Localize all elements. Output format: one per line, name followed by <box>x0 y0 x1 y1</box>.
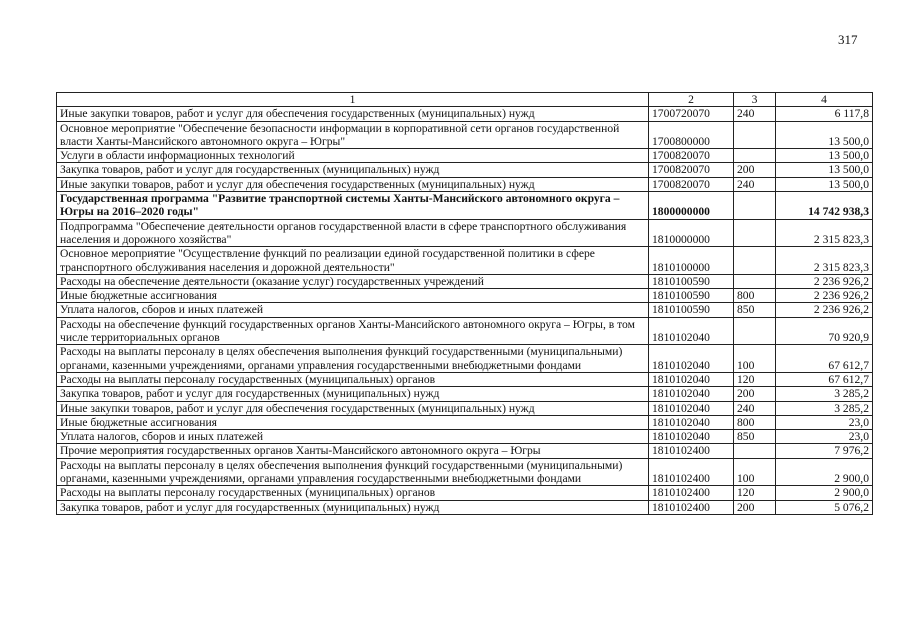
row-code-cell: 1810102040 <box>649 372 734 386</box>
row-code-cell: 1810100590 <box>649 303 734 317</box>
row-name-cell: Прочие мероприятия государственных органов Ханты-Мансийского автономного округа – Югры <box>57 444 649 458</box>
row-type-cell: 100 <box>734 345 776 373</box>
table-row <box>57 289 873 303</box>
table-row <box>57 500 873 514</box>
row-name-cell: Иные закупки товаров, работ и услуг для обеспечения государственных (муниципальных) нужд <box>57 401 649 415</box>
row-code-cell: 1810102040 <box>649 345 734 373</box>
table-row <box>57 486 873 500</box>
row-type-cell: 240 <box>734 177 776 191</box>
row-code-cell: 1810100590 <box>649 274 734 288</box>
row-amount-cell: 67 612,7 <box>776 372 873 386</box>
header-col-3: 3 <box>734 93 776 107</box>
page-number: 317 <box>838 32 858 47</box>
row-type-cell: 200 <box>734 500 776 514</box>
row-type-cell <box>734 121 776 149</box>
row-type-cell: 850 <box>734 303 776 317</box>
row-type-cell: 240 <box>734 401 776 415</box>
row-name-cell: Государственная программа "Развитие транспортной системы Ханты-Мансийского автономного округа – Югры на 2016–2020 годы" <box>57 192 649 220</box>
row-type-cell: 120 <box>734 486 776 500</box>
row-name-cell: Расходы на выплаты персоналу в целях обеспечения выполнения функций государственными (муниципальными) органами, казенными учреждениями, органами управления государственными внебюджетными фондами <box>57 458 649 486</box>
row-name-cell: Расходы на обеспечение деятельности (оказание услуг) государственных учреждений <box>57 274 649 288</box>
row-amount-cell: 2 236 926,2 <box>776 303 873 317</box>
row-type-cell: 200 <box>734 163 776 177</box>
row-code-cell: 1810102400 <box>649 486 734 500</box>
header-col-4: 4 <box>776 93 873 107</box>
table-row <box>57 107 873 121</box>
table-row <box>57 219 873 247</box>
row-type-cell: 800 <box>734 415 776 429</box>
row-code-cell: 1810102400 <box>649 444 734 458</box>
row-amount-cell: 13 500,0 <box>776 121 873 149</box>
row-code-cell: 1810100590 <box>649 289 734 303</box>
row-type-cell <box>734 192 776 220</box>
table-row <box>57 345 873 373</box>
table-row <box>57 430 873 444</box>
budget-table <box>56 92 873 515</box>
row-amount-cell: 2 900,0 <box>776 486 873 500</box>
row-code-cell: 1810102040 <box>649 430 734 444</box>
row-amount-cell: 13 500,0 <box>776 177 873 191</box>
table-row <box>57 192 873 220</box>
row-amount-cell: 3 285,2 <box>776 401 873 415</box>
row-code-cell: 1700720070 <box>649 107 734 121</box>
row-amount-cell: 23,0 <box>776 415 873 429</box>
row-type-cell: 240 <box>734 107 776 121</box>
row-amount-cell: 14 742 938,3 <box>776 192 873 220</box>
row-code-cell: 1810102040 <box>649 415 734 429</box>
row-amount-cell: 2 315 823,3 <box>776 247 873 275</box>
row-amount-cell: 6 117,8 <box>776 107 873 121</box>
row-amount-cell: 2 236 926,2 <box>776 274 873 288</box>
row-name-cell: Иные закупки товаров, работ и услуг для обеспечения государственных (муниципальных) нужд <box>57 177 649 191</box>
row-name-cell: Расходы на выплаты персоналу в целях обеспечения выполнения функций государственными (муниципальными) органами, казенными учреждениями, органами управления государственными внебюджетными фондами <box>57 345 649 373</box>
row-amount-cell: 2 315 823,3 <box>776 219 873 247</box>
row-code-cell: 1800000000 <box>649 192 734 220</box>
row-code-cell: 1700800000 <box>649 121 734 149</box>
row-name-cell: Иные бюджетные ассигнования <box>57 415 649 429</box>
row-type-cell <box>734 247 776 275</box>
row-name-cell: Закупка товаров, работ и услуг для государственных (муниципальных) нужд <box>57 387 649 401</box>
row-amount-cell: 5 076,2 <box>776 500 873 514</box>
row-type-cell <box>734 219 776 247</box>
row-type-cell <box>734 149 776 163</box>
row-amount-cell: 13 500,0 <box>776 149 873 163</box>
row-amount-cell: 70 920,9 <box>776 317 873 345</box>
row-name-cell: Расходы на выплаты персоналу государственных (муниципальных) органов <box>57 372 649 386</box>
row-code-cell: 1810102040 <box>649 387 734 401</box>
table-body <box>57 107 873 515</box>
table-row <box>57 177 873 191</box>
row-type-cell <box>734 444 776 458</box>
row-amount-cell: 3 285,2 <box>776 387 873 401</box>
row-name-cell: Уплата налогов, сборов и иных платежей <box>57 303 649 317</box>
row-code-cell: 1810000000 <box>649 219 734 247</box>
table-row <box>57 372 873 386</box>
row-amount-cell: 2 900,0 <box>776 458 873 486</box>
table-row <box>57 274 873 288</box>
row-name-cell: Иные закупки товаров, работ и услуг для обеспечения государственных (муниципальных) нужд <box>57 107 649 121</box>
table-row <box>57 415 873 429</box>
row-code-cell: 1810102400 <box>649 458 734 486</box>
row-type-cell: 100 <box>734 458 776 486</box>
row-name-cell: Расходы на обеспечение функций государственных органов Ханты-Мансийского автономного округа – Югры, в том числе территориальных органов <box>57 317 649 345</box>
row-code-cell: 1700820070 <box>649 163 734 177</box>
row-code-cell: 1700820070 <box>649 149 734 163</box>
table-row <box>57 247 873 275</box>
table-row <box>57 387 873 401</box>
row-code-cell: 1810102400 <box>649 500 734 514</box>
row-type-cell: 850 <box>734 430 776 444</box>
row-type-cell: 800 <box>734 289 776 303</box>
row-type-cell: 120 <box>734 372 776 386</box>
row-name-cell: Основное мероприятие "Осуществление функций по реализации единой государственной политики в сфере транспортного обслуживания населения и дорожной деятельности" <box>57 247 649 275</box>
row-code-cell: 1810102040 <box>649 401 734 415</box>
row-code-cell: 1810100000 <box>649 247 734 275</box>
row-code-cell: 1810102040 <box>649 317 734 345</box>
table-row <box>57 163 873 177</box>
table-row <box>57 121 873 149</box>
row-name-cell: Основное мероприятие "Обеспечение безопасности информации в корпоративной сети органов государственной власти Ханты-Мансийского автономного округа – Югры" <box>57 121 649 149</box>
header-col-2: 2 <box>649 93 734 107</box>
table-header-row <box>57 93 873 107</box>
row-amount-cell: 23,0 <box>776 430 873 444</box>
row-name-cell: Иные бюджетные ассигнования <box>57 289 649 303</box>
header-col-1: 1 <box>57 93 649 107</box>
row-amount-cell: 13 500,0 <box>776 163 873 177</box>
table-row <box>57 444 873 458</box>
row-amount-cell: 2 236 926,2 <box>776 289 873 303</box>
table-row <box>57 458 873 486</box>
row-name-cell: Уплата налогов, сборов и иных платежей <box>57 430 649 444</box>
row-name-cell: Закупка товаров, работ и услуг для государственных (муниципальных) нужд <box>57 163 649 177</box>
row-name-cell: Расходы на выплаты персоналу государственных (муниципальных) органов <box>57 486 649 500</box>
row-type-cell <box>734 317 776 345</box>
row-name-cell: Подпрограмма "Обеспечение деятельности органов государственной власти в сфере транспортного обслуживания населения и дорожного хозяйства" <box>57 219 649 247</box>
row-name-cell: Услуги в области информационных технологий <box>57 149 649 163</box>
table-row <box>57 303 873 317</box>
row-type-cell <box>734 274 776 288</box>
table-row <box>57 317 873 345</box>
row-amount-cell: 7 976,2 <box>776 444 873 458</box>
row-amount-cell: 67 612,7 <box>776 345 873 373</box>
table-row <box>57 401 873 415</box>
row-name-cell: Закупка товаров, работ и услуг для государственных (муниципальных) нужд <box>57 500 649 514</box>
row-type-cell: 200 <box>734 387 776 401</box>
table-row <box>57 149 873 163</box>
row-code-cell: 1700820070 <box>649 177 734 191</box>
